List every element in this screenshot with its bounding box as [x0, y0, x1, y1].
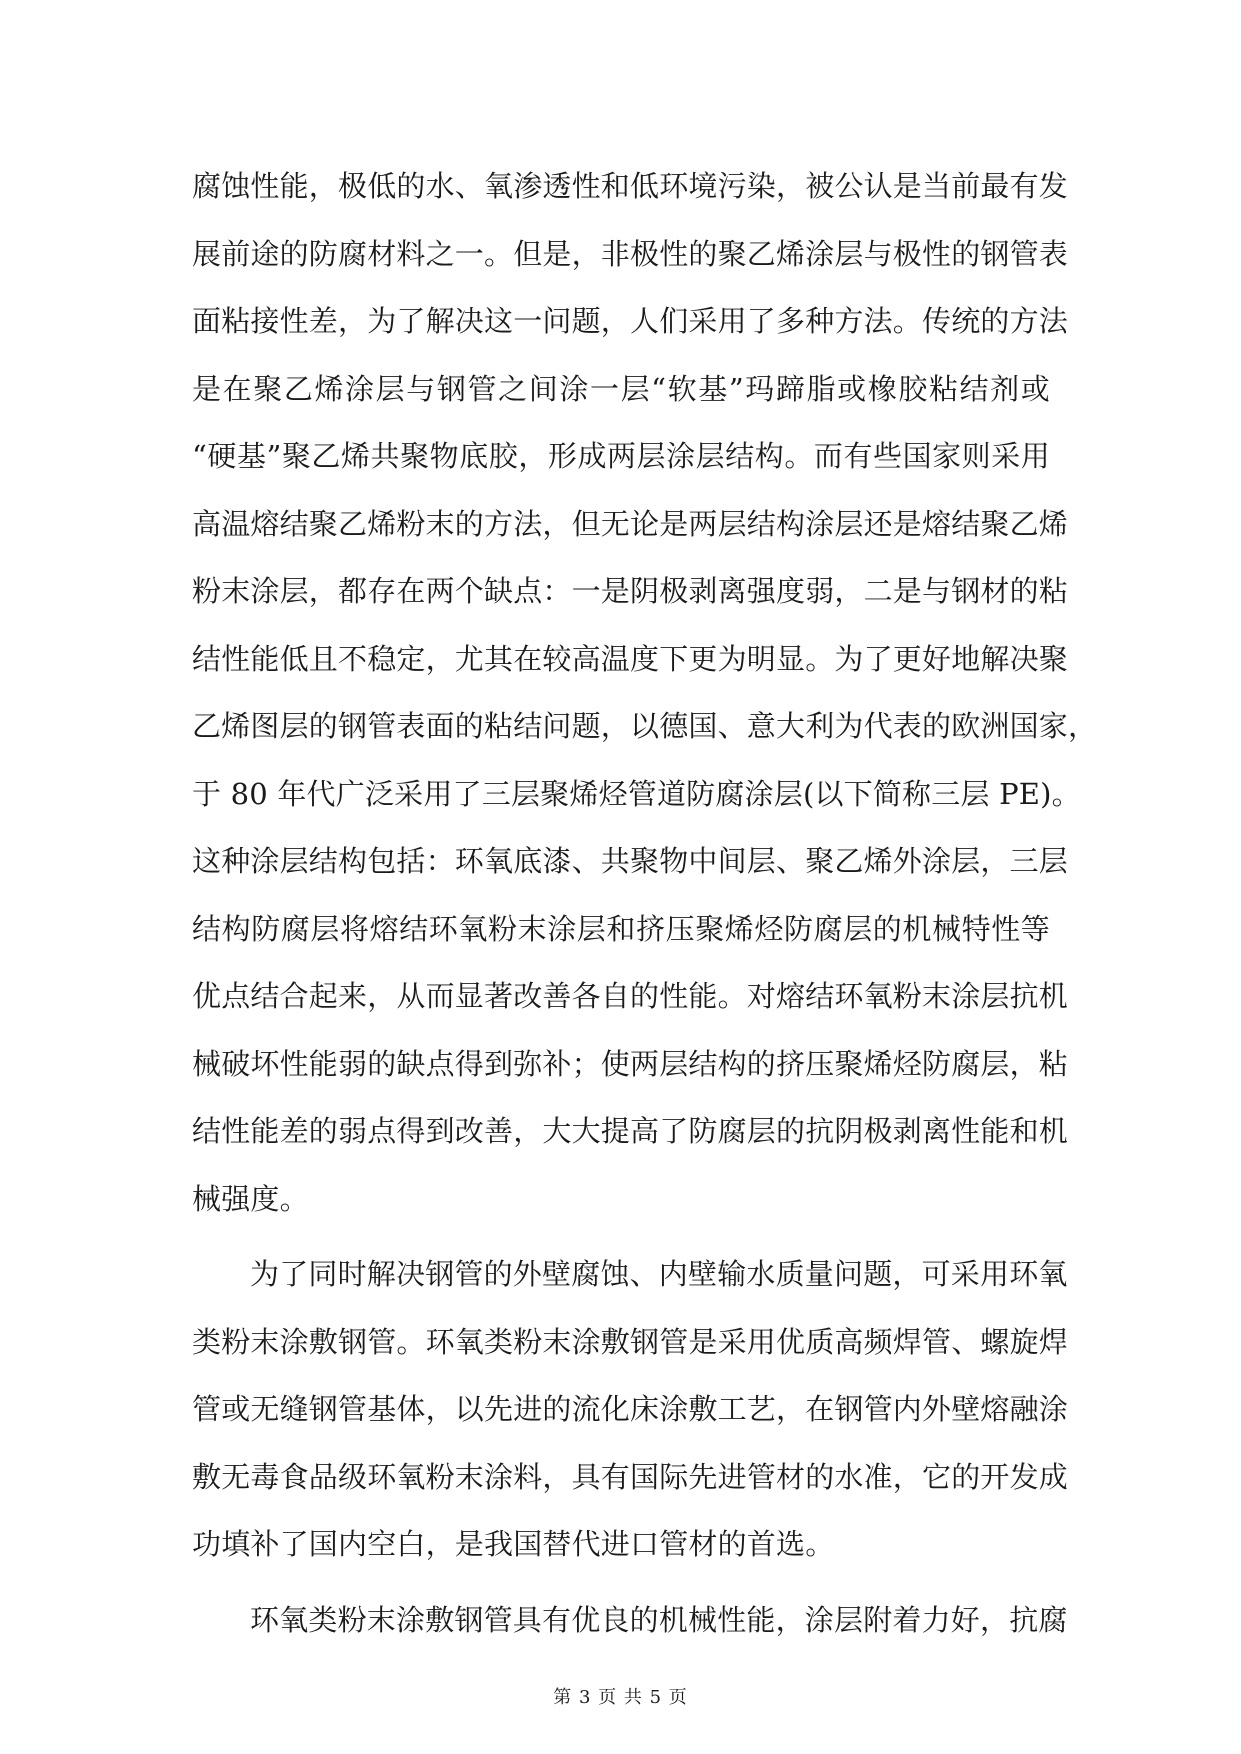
paragraph-gap	[192, 1579, 1050, 1587]
paragraph-2	[192, 1241, 1069, 1579]
body-text	[192, 153, 1098, 1654]
text-line: 为了同时解决钢管的外壁腐蚀、内壁输水质量问题，可采用环氧	[250, 1257, 1068, 1291]
text-line: 面粘接性差，为了解决这一问题，人们采用了多种方法。传统的方法	[192, 304, 1069, 338]
paragraph-3	[192, 1587, 1068, 1655]
text-line: 粉末涂层，都存在两个缺点：一是阴极剥离强度弱，二是与钢材的粘	[192, 574, 1069, 608]
text-line: 于 80 年代广泛采用了三层聚烯烃管道防腐涂层(以下简称三层 PE)。	[192, 776, 1081, 811]
text-line: 结性能低且不稳定，尤其在较高温度下更为明显。为了更好地解决聚	[192, 641, 1069, 676]
text-line: 是在聚乙烯涂层与钢管之间涂一层“软基”玛蹄脂或橡胶粘结剂或	[192, 371, 1050, 406]
paragraph-1	[192, 153, 1098, 1233]
text-line: 展前途的防腐材料之一。但是，非极性的聚乙烯涂层与极性的钢管表	[192, 236, 1069, 271]
text-line: 环氧类粉末涂敷钢管具有优良的机械性能，涂层附着力好，抗腐	[250, 1602, 1068, 1637]
text-line: 结构防腐层将熔结环氧粉末涂层和挤压聚烯烃防腐层的机械特性等	[192, 911, 1050, 946]
text-line: 类粉末涂敷钢管。环氧类粉末涂敷钢管是采用优质高频焊管、螺旋焊	[192, 1324, 1069, 1359]
page-footer: 第 3 页 共 5 页	[553, 1687, 688, 1708]
text-line: “硬基”聚乙烯共聚物底胶，形成两层涂层结构。而有些国家则采用	[192, 439, 1050, 473]
text-line: 高温熔结聚乙烯粉末的方法，但无论是两层结构涂层还是熔结聚乙烯	[192, 506, 1069, 541]
paragraph-gap	[192, 1233, 1050, 1241]
text-line: 敷无毒食品级环氧粉末涂料，具有国际先进管材的水准，它的开发成	[192, 1459, 1069, 1494]
text-line: 结性能差的弱点得到改善，大大提高了防腐层的抗阴极剥离性能和机	[192, 1114, 1069, 1148]
text-line: 管或无缝钢管基体，以先进的流化床涂敷工艺，在钢管内外壁熔融涂	[192, 1392, 1069, 1426]
text-line: 功填补了国内空白，是我国替代进口管材的首选。	[192, 1527, 835, 1561]
text-line: 械破坏性能弱的缺点得到弥补；使两层结构的挤压聚烯烃防腐层，粘	[192, 1046, 1069, 1081]
text-line: 腐蚀性能，极低的水、氧渗透性和低环境污染，被公认是当前最有发	[192, 169, 1069, 203]
text-line: 优点结合起来，从而显著改善各自的性能。对熔结环氧粉末涂层抗机	[192, 979, 1069, 1013]
text-line: 乙烯图层的钢管表面的粘结问题，以德国、意大利为代表的欧洲国家，	[192, 709, 1098, 743]
text-line: 械强度。	[192, 1181, 309, 1216]
text-line: 这种涂层结构包括：环氧底漆、共聚物中间层、聚乙烯外涂层，三层	[192, 844, 1069, 878]
